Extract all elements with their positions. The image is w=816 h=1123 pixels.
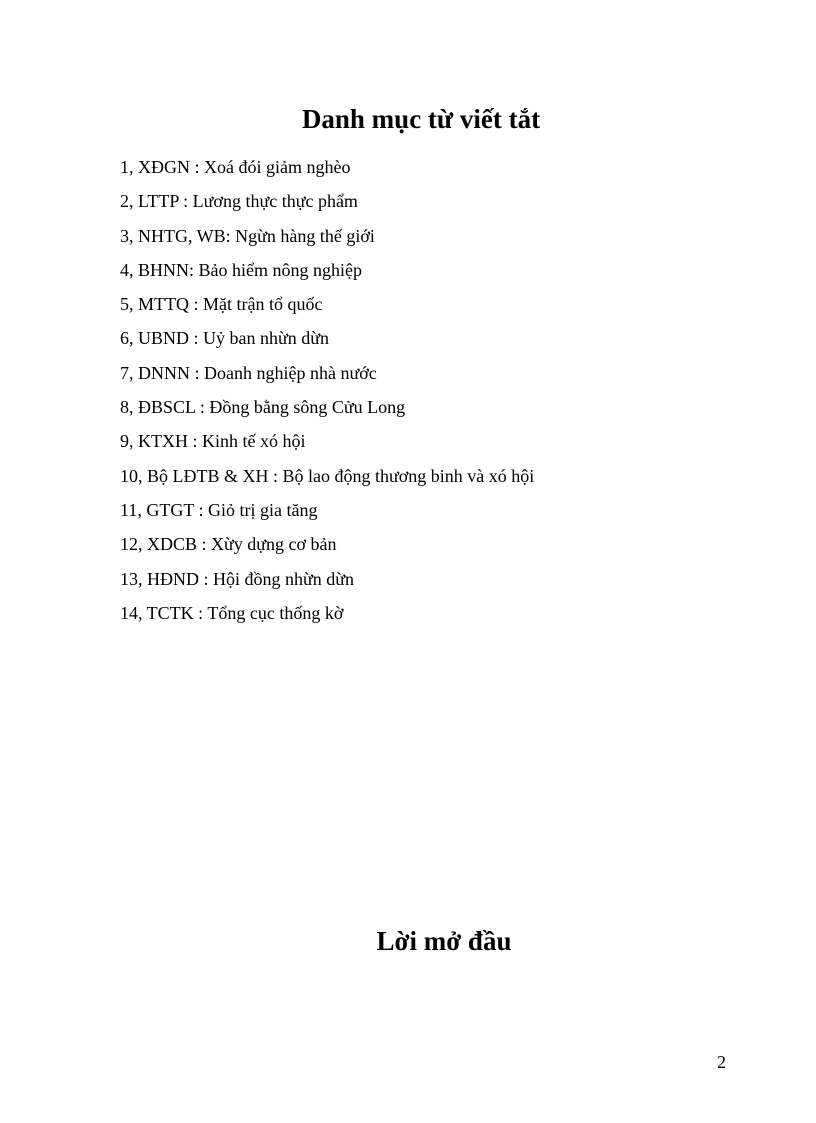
abbreviation-list (120, 150, 534, 630)
list-item: 5, MTTQ : Mặt trận tổ quốc (120, 294, 323, 315)
list-item: 3, NHTG, WB: Ngừn hàng thế giới (120, 225, 375, 246)
list-item: 14, TCTK : Tổng cục thống kờ (120, 602, 344, 623)
list-item: 9, KTXH : Kinh tế xó hội (120, 431, 306, 452)
section-heading: Lời mở đầu (376, 926, 512, 956)
list-item: 8, ĐBSCL : Đồng bằng sông Cửu Long (120, 397, 406, 418)
list-item: 12, XDCB : Xừy dựng cơ bản (120, 534, 337, 555)
list-item: 6, UBND : Uỷ ban nhừn dừn (120, 328, 330, 349)
page-title: Danh mục từ viết tắt (301, 104, 541, 134)
list-item: 7, DNNN : Doanh nghiệp nhà nước (120, 362, 377, 383)
list-item: 1, XĐGN : Xoá đói giảm nghèo (120, 157, 351, 177)
list-item: 10, Bộ LĐTB & XH : Bộ lao động thương binh và xó hội (120, 465, 535, 486)
page-number: 2 (717, 1052, 726, 1072)
list-item: 4, BHNN: Bảo hiểm nông nghiệp (120, 259, 362, 280)
list-item: 13, HĐND : Hội đồng nhừn dừn (120, 568, 355, 589)
list-item: 2, LTTP : Lương thực thực phẩm (120, 191, 358, 212)
list-item: 11, GTGT : Giỏ trị gia tăng (120, 499, 318, 520)
